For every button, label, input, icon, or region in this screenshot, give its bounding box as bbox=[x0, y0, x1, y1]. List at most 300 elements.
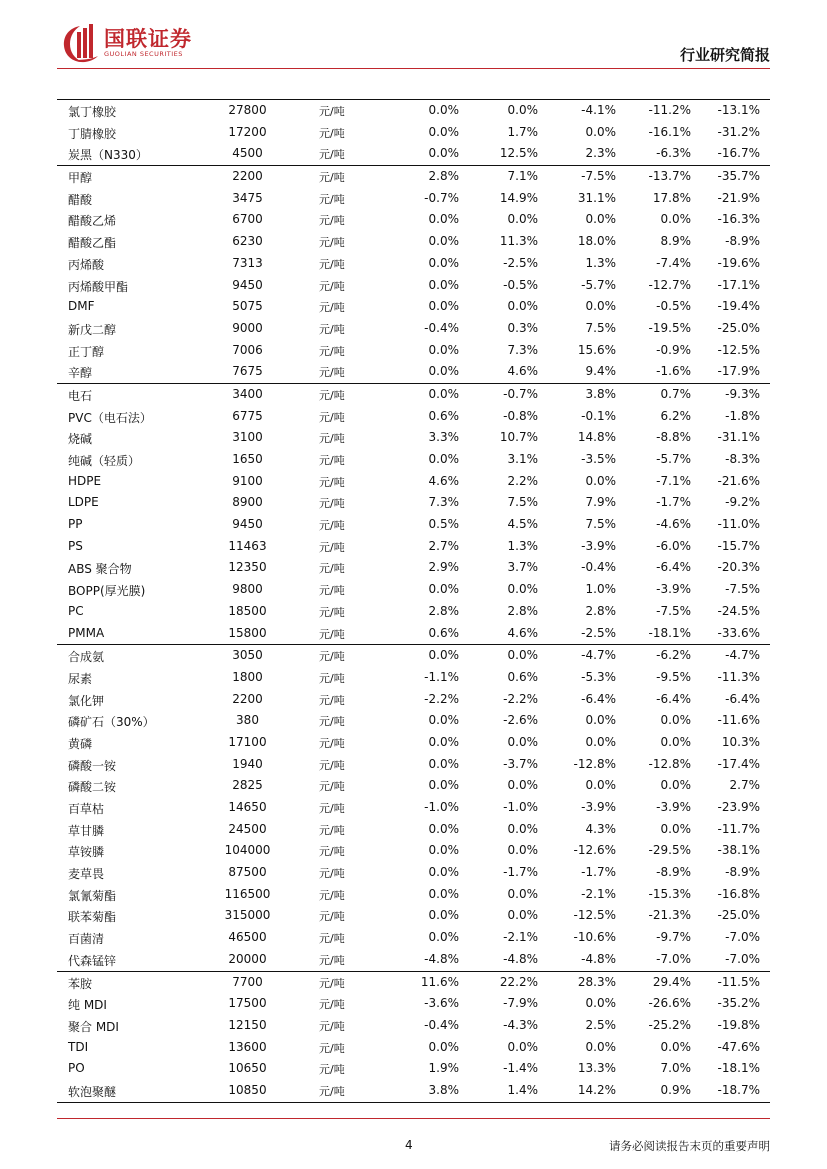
cell-d5: -25.0% bbox=[717, 908, 760, 923]
cell-name: 麦草畏 bbox=[68, 867, 105, 882]
cell-price: 46500 bbox=[228, 930, 267, 945]
cell-d5: -15.7% bbox=[717, 538, 760, 553]
table-row bbox=[57, 710, 770, 732]
cell-d3: -2.5% bbox=[581, 625, 616, 640]
cell-unit: 元/吨 bbox=[319, 932, 345, 946]
cell-d3: -7.5% bbox=[581, 169, 616, 184]
cell-name: ABS 聚合物 bbox=[68, 562, 132, 577]
cell-unit: 元/吨 bbox=[319, 366, 345, 380]
table-row bbox=[57, 797, 770, 819]
cell-d1: 2.7% bbox=[428, 538, 459, 553]
cell-d3: 18.0% bbox=[577, 234, 616, 249]
cell-name: 丁腈橡胶 bbox=[68, 126, 117, 141]
cell-unit: 元/吨 bbox=[319, 540, 345, 554]
cell-price: 17200 bbox=[228, 124, 267, 139]
table-row bbox=[57, 905, 770, 927]
cell-d3: 15.6% bbox=[577, 342, 616, 357]
cell-price: 6700 bbox=[232, 212, 263, 227]
cell-d4: 6.2% bbox=[660, 408, 691, 423]
cell-unit: 元/吨 bbox=[319, 236, 345, 250]
cell-d1: 0.6% bbox=[428, 408, 459, 423]
cell-d3: 14.2% bbox=[577, 1082, 616, 1097]
cell-price: 9450 bbox=[232, 277, 263, 292]
cell-d3: -0.4% bbox=[581, 560, 616, 575]
table-row bbox=[57, 296, 770, 318]
cell-d3: 0.0% bbox=[585, 996, 616, 1011]
cell-d1: 0.0% bbox=[428, 124, 459, 139]
cell-name: 炭黑（N330） bbox=[68, 148, 148, 163]
cell-unit: 元/吨 bbox=[319, 192, 345, 206]
cell-name: 百草枯 bbox=[68, 802, 105, 816]
cell-unit: 元/吨 bbox=[319, 650, 345, 664]
cell-d5: -47.6% bbox=[717, 1039, 760, 1054]
cell-d4: -8.8% bbox=[656, 430, 691, 445]
cell-d2: 0.3% bbox=[507, 320, 538, 335]
cell-unit: 元/吨 bbox=[319, 171, 345, 185]
cell-price: 2200 bbox=[232, 691, 263, 706]
cell-d1: 2.8% bbox=[428, 603, 459, 618]
cell-d4: -16.1% bbox=[648, 124, 691, 139]
cell-d4: -15.3% bbox=[648, 886, 691, 901]
cell-d1: 0.0% bbox=[428, 865, 459, 880]
cell-d2: -2.6% bbox=[503, 713, 538, 728]
cell-name: 新戊二醇 bbox=[68, 322, 117, 337]
cell-d1: 0.0% bbox=[428, 212, 459, 227]
cell-d1: -1.1% bbox=[424, 669, 459, 684]
cell-d3: 1.3% bbox=[585, 255, 616, 270]
cell-d2: -0.7% bbox=[503, 386, 538, 401]
cell-d2: 4.6% bbox=[507, 364, 538, 379]
logo-text-cn: 国联证券 bbox=[104, 27, 192, 51]
cell-unit: 元/吨 bbox=[319, 105, 345, 118]
cell-d1: 1.9% bbox=[428, 1061, 459, 1076]
cell-price: 18500 bbox=[228, 603, 267, 618]
cell-d4: -6.2% bbox=[656, 648, 691, 663]
cell-d2: 0.0% bbox=[507, 886, 538, 901]
cell-d5: -8.3% bbox=[725, 452, 760, 466]
cell-price: 14650 bbox=[228, 800, 267, 814]
cell-price: 12350 bbox=[228, 560, 267, 575]
cell-unit: 元/吨 bbox=[319, 953, 345, 967]
cell-unit: 元/吨 bbox=[319, 279, 345, 293]
cell-price: 9100 bbox=[232, 473, 263, 488]
cell-name: 苯胺 bbox=[68, 976, 93, 991]
cell-price: 8900 bbox=[232, 495, 263, 510]
table-row bbox=[57, 188, 770, 210]
cell-d5: -31.1% bbox=[717, 430, 760, 445]
cell-d5: -18.7% bbox=[717, 1082, 760, 1097]
cell-d5: -11.7% bbox=[717, 821, 760, 836]
cell-unit: 元/吨 bbox=[319, 257, 345, 271]
cell-name: 醋酸乙酯 bbox=[68, 236, 117, 251]
table-row bbox=[57, 579, 770, 601]
cell-price: 17500 bbox=[228, 996, 267, 1011]
table-row bbox=[57, 318, 770, 340]
table-row bbox=[57, 840, 770, 862]
cell-price: 3475 bbox=[232, 190, 263, 205]
cell-d3: 2.8% bbox=[585, 603, 616, 618]
cell-price: 7675 bbox=[232, 364, 263, 379]
cell-name: 丙烯酸甲酯 bbox=[68, 279, 129, 294]
cell-d1: -0.4% bbox=[424, 320, 459, 335]
cell-d5: -9.3% bbox=[725, 386, 760, 401]
table-row bbox=[57, 862, 770, 884]
cell-d4: -7.1% bbox=[656, 473, 691, 488]
cell-d2: 0.0% bbox=[507, 843, 538, 858]
cell-d1: 7.3% bbox=[428, 495, 459, 510]
table-row bbox=[57, 275, 770, 297]
cell-d2: 0.0% bbox=[507, 103, 538, 117]
cell-d5: -18.1% bbox=[717, 1061, 760, 1076]
cell-price: 7006 bbox=[232, 342, 263, 357]
cell-d2: 2.8% bbox=[507, 603, 538, 618]
cell-d4: 0.9% bbox=[660, 1082, 691, 1097]
price-change-table bbox=[57, 99, 770, 1103]
table-group bbox=[57, 383, 770, 644]
table-row bbox=[57, 927, 770, 949]
cell-d3: -12.5% bbox=[573, 908, 616, 923]
page-header bbox=[60, 22, 770, 67]
cell-d2: -1.0% bbox=[503, 800, 538, 814]
cell-d4: -7.5% bbox=[656, 603, 691, 618]
table-group bbox=[57, 971, 770, 1102]
cell-d4: 0.0% bbox=[660, 778, 691, 793]
table-row bbox=[57, 492, 770, 514]
cell-price: 10650 bbox=[228, 1061, 267, 1076]
cell-d4: -3.9% bbox=[656, 800, 691, 814]
cell-d3: -10.6% bbox=[573, 930, 616, 945]
table-row bbox=[57, 100, 770, 122]
cell-d3: 3.8% bbox=[585, 386, 616, 401]
cell-d1: 0.0% bbox=[428, 146, 459, 161]
cell-unit: 元/吨 bbox=[319, 627, 345, 641]
cell-d1: 2.8% bbox=[428, 169, 459, 184]
cell-d2: -7.9% bbox=[503, 996, 538, 1011]
cell-name: 氯丁橡胶 bbox=[68, 105, 117, 119]
cell-d3: -12.6% bbox=[573, 843, 616, 858]
cell-d4: -3.9% bbox=[656, 582, 691, 597]
cell-unit: 元/吨 bbox=[319, 584, 345, 598]
table-row bbox=[57, 231, 770, 253]
cell-d1: 0.0% bbox=[428, 648, 459, 663]
cell-d3: -6.4% bbox=[581, 691, 616, 706]
cell-d3: 31.1% bbox=[577, 190, 616, 205]
table-group bbox=[57, 165, 770, 383]
cell-d5: 10.3% bbox=[721, 734, 760, 749]
cell-d2: 1.4% bbox=[507, 1082, 538, 1097]
cell-name: 纯 MDI bbox=[68, 998, 107, 1013]
cell-d5: -19.8% bbox=[717, 1017, 760, 1032]
cell-d3: 9.4% bbox=[585, 364, 616, 379]
cell-d2: 1.7% bbox=[507, 124, 538, 139]
cell-d5: -17.9% bbox=[717, 364, 760, 379]
cell-d2: -2.1% bbox=[503, 930, 538, 945]
cell-d4: 7.0% bbox=[660, 1061, 691, 1076]
cell-price: 11463 bbox=[228, 538, 267, 553]
cell-d2: -2.5% bbox=[503, 255, 538, 270]
cell-d2: 12.5% bbox=[499, 146, 538, 161]
cell-d3: 0.0% bbox=[585, 473, 616, 488]
cell-unit: 元/吨 bbox=[319, 432, 345, 446]
cell-d4: -0.5% bbox=[656, 299, 691, 314]
cell-name: 尿素 bbox=[68, 671, 93, 686]
cell-d1: 4.6% bbox=[428, 473, 459, 488]
cell-unit: 元/吨 bbox=[319, 562, 345, 576]
cell-d2: 7.5% bbox=[507, 495, 538, 510]
cell-d4: -8.9% bbox=[656, 865, 691, 880]
cell-price: 87500 bbox=[228, 865, 267, 880]
table-row bbox=[57, 471, 770, 493]
cell-name: 丙烯酸 bbox=[68, 257, 105, 272]
cell-name: 磷矿石（30%） bbox=[68, 715, 155, 730]
cell-d4: -7.4% bbox=[656, 255, 691, 270]
cell-unit: 元/吨 bbox=[319, 758, 345, 772]
cell-d4: -6.0% bbox=[656, 538, 691, 553]
cell-d4: -25.2% bbox=[648, 1017, 691, 1032]
cell-price: 104000 bbox=[224, 843, 271, 858]
cell-d2: -0.5% bbox=[503, 277, 538, 292]
cell-d4: -21.3% bbox=[648, 908, 691, 923]
cell-name: PS bbox=[68, 538, 83, 553]
footer-divider bbox=[57, 1118, 770, 1119]
cell-price: 2825 bbox=[232, 778, 263, 793]
cell-d3: 0.0% bbox=[585, 734, 616, 749]
cell-d3: 7.5% bbox=[585, 517, 616, 532]
cell-price: 1800 bbox=[232, 669, 263, 684]
cell-d5: -13.1% bbox=[717, 103, 760, 117]
cell-d2: 14.9% bbox=[499, 190, 538, 205]
cell-name: 草甘膦 bbox=[68, 823, 105, 838]
cell-d4: -12.8% bbox=[648, 756, 691, 771]
cell-d4: -6.3% bbox=[656, 146, 691, 161]
cell-unit: 元/吨 bbox=[319, 1019, 345, 1033]
cell-d4: -1.7% bbox=[656, 495, 691, 510]
cell-d5: -12.5% bbox=[717, 342, 760, 357]
cell-name: 醋酸乙烯 bbox=[68, 214, 117, 229]
cell-d1: 0.6% bbox=[428, 625, 459, 640]
cell-price: 6775 bbox=[232, 408, 263, 423]
cell-d5: -7.5% bbox=[725, 582, 760, 597]
cell-d1: -4.8% bbox=[424, 951, 459, 966]
cell-name: BOPP(厚光膜) bbox=[68, 584, 146, 599]
cell-d3: 0.0% bbox=[585, 212, 616, 227]
cell-d4: -13.7% bbox=[648, 169, 691, 184]
cell-d2: 11.3% bbox=[499, 234, 538, 249]
cell-d2: 3.1% bbox=[507, 452, 538, 466]
cell-d1: 0.0% bbox=[428, 342, 459, 357]
cell-d3: -2.1% bbox=[581, 886, 616, 901]
cell-name: 软泡聚醚 bbox=[68, 1084, 117, 1099]
cell-unit: 元/吨 bbox=[319, 344, 345, 358]
cell-d4: -4.6% bbox=[656, 517, 691, 532]
cell-d5: -16.3% bbox=[717, 212, 760, 227]
cell-price: 17100 bbox=[228, 734, 267, 749]
cell-price: 12150 bbox=[228, 1017, 267, 1032]
cell-d2: 0.0% bbox=[507, 582, 538, 597]
cell-d2: -1.7% bbox=[503, 865, 538, 880]
cell-d1: 0.0% bbox=[428, 103, 459, 117]
cell-name: PC bbox=[68, 603, 84, 618]
cell-d4: 0.0% bbox=[660, 212, 691, 227]
table-row bbox=[57, 514, 770, 536]
cell-d2: 1.3% bbox=[507, 538, 538, 553]
table-row bbox=[57, 645, 770, 667]
cell-d2: -4.8% bbox=[503, 951, 538, 966]
cell-d3: 2.3% bbox=[585, 146, 616, 161]
cell-d2: 0.0% bbox=[507, 778, 538, 793]
table-row bbox=[57, 884, 770, 906]
cell-d1: 0.0% bbox=[428, 843, 459, 858]
cell-d4: -0.9% bbox=[656, 342, 691, 357]
cell-d4: -9.5% bbox=[656, 669, 691, 684]
cell-d2: 2.2% bbox=[507, 473, 538, 488]
table-row bbox=[57, 601, 770, 623]
cell-unit: 元/吨 bbox=[319, 693, 345, 707]
cell-d2: -3.7% bbox=[503, 756, 538, 771]
cell-price: 9800 bbox=[232, 582, 263, 597]
cell-d3: 14.8% bbox=[577, 430, 616, 445]
cell-name: 代森锰锌 bbox=[68, 953, 117, 968]
cell-name: 甲醇 bbox=[68, 171, 93, 186]
cell-price: 1650 bbox=[232, 452, 263, 466]
cell-d1: 0.0% bbox=[428, 299, 459, 314]
cell-price: 9000 bbox=[232, 320, 263, 335]
cell-name: 纯碱（轻质） bbox=[68, 454, 141, 468]
table-row bbox=[57, 253, 770, 275]
table-row bbox=[57, 406, 770, 428]
table-row bbox=[57, 1058, 770, 1080]
cell-name: 醋酸 bbox=[68, 192, 93, 207]
cell-d1: 0.0% bbox=[428, 582, 459, 597]
cell-name: DMF bbox=[68, 299, 95, 314]
cell-d3: 4.3% bbox=[585, 821, 616, 836]
cell-name: 电石 bbox=[68, 388, 93, 403]
cell-d3: 7.9% bbox=[585, 495, 616, 510]
cell-d1: 0.0% bbox=[428, 778, 459, 793]
cell-price: 3100 bbox=[232, 430, 263, 445]
cell-d2: 0.0% bbox=[507, 908, 538, 923]
cell-d1: 3.8% bbox=[428, 1082, 459, 1097]
cell-unit: 元/吨 bbox=[319, 410, 345, 424]
cell-unit: 元/吨 bbox=[319, 998, 345, 1012]
cell-d1: -0.4% bbox=[424, 1017, 459, 1032]
cell-unit: 元/吨 bbox=[319, 888, 345, 902]
cell-price: 3400 bbox=[232, 386, 263, 401]
cell-d2: 0.6% bbox=[507, 669, 538, 684]
cell-d2: -4.3% bbox=[503, 1017, 538, 1032]
cell-d2: 0.0% bbox=[507, 734, 538, 749]
cell-d3: -5.7% bbox=[581, 277, 616, 292]
table-row bbox=[57, 1015, 770, 1037]
company-logo bbox=[60, 22, 230, 64]
cell-price: 116500 bbox=[224, 886, 271, 901]
cell-d4: -5.7% bbox=[656, 452, 691, 466]
cell-d2: 3.7% bbox=[507, 560, 538, 575]
table-row bbox=[57, 166, 770, 188]
cell-price: 27800 bbox=[228, 103, 267, 117]
table-row bbox=[57, 689, 770, 711]
cell-d5: -16.8% bbox=[717, 886, 760, 901]
cell-d5: -25.0% bbox=[717, 320, 760, 335]
cell-d5: -31.2% bbox=[717, 124, 760, 139]
cell-name: 氯氰菊酯 bbox=[68, 888, 117, 903]
cell-price: 1940 bbox=[232, 756, 263, 771]
table-row bbox=[57, 667, 770, 689]
cell-d4: 0.7% bbox=[660, 386, 691, 401]
table-row bbox=[57, 340, 770, 362]
table-row bbox=[57, 1037, 770, 1059]
header-divider bbox=[57, 68, 770, 69]
cell-d2: -2.2% bbox=[503, 691, 538, 706]
cell-d3: 0.0% bbox=[585, 1039, 616, 1054]
cell-d4: 0.0% bbox=[660, 821, 691, 836]
cell-d1: 0.5% bbox=[428, 517, 459, 532]
cell-d2: 7.3% bbox=[507, 342, 538, 357]
cell-d5: -11.5% bbox=[717, 974, 760, 989]
cell-d5: -7.0% bbox=[725, 930, 760, 945]
cell-d3: 0.0% bbox=[585, 713, 616, 728]
cell-d1: 0.0% bbox=[428, 277, 459, 292]
cell-d1: -2.2% bbox=[424, 691, 459, 706]
cell-d1: 0.0% bbox=[428, 908, 459, 923]
logo-mark-icon bbox=[60, 22, 100, 64]
cell-d3: 7.5% bbox=[585, 320, 616, 335]
cell-name: PO bbox=[68, 1061, 85, 1076]
table-row bbox=[57, 122, 770, 144]
cell-d2: 7.1% bbox=[507, 169, 538, 184]
cell-name: 联苯菊酯 bbox=[68, 910, 117, 925]
cell-d5: -11.0% bbox=[717, 517, 760, 532]
cell-d3: -5.3% bbox=[581, 669, 616, 684]
cell-unit: 元/吨 bbox=[319, 736, 345, 750]
cell-d2: 0.0% bbox=[507, 821, 538, 836]
cell-d4: -6.4% bbox=[656, 691, 691, 706]
cell-name: 烧碱 bbox=[68, 432, 93, 447]
cell-unit: 元/吨 bbox=[319, 715, 345, 729]
cell-name: 草铵膦 bbox=[68, 845, 105, 860]
cell-d5: -11.6% bbox=[717, 713, 760, 728]
cell-unit: 元/吨 bbox=[319, 388, 345, 402]
cell-d1: -0.7% bbox=[424, 190, 459, 205]
cell-name: 合成氨 bbox=[68, 650, 105, 665]
table-row bbox=[57, 361, 770, 383]
cell-unit: 元/吨 bbox=[319, 605, 345, 619]
cell-d3: -1.7% bbox=[581, 865, 616, 880]
cell-d4: 17.8% bbox=[652, 190, 691, 205]
cell-d1: -1.0% bbox=[424, 800, 459, 814]
cell-d5: -23.9% bbox=[717, 800, 760, 814]
table-row bbox=[57, 993, 770, 1015]
cell-unit: 元/吨 bbox=[319, 976, 345, 990]
cell-price: 5075 bbox=[232, 299, 263, 314]
cell-d1: 0.0% bbox=[428, 756, 459, 771]
cell-d3: -4.1% bbox=[581, 103, 616, 117]
cell-name: 黄磷 bbox=[68, 736, 93, 751]
cell-d5: -9.2% bbox=[725, 495, 760, 510]
cell-unit: 元/吨 bbox=[319, 497, 345, 511]
disclaimer-text: 请务必阅读报告末页的重要声明 bbox=[609, 1139, 770, 1153]
cell-d3: -3.5% bbox=[581, 452, 616, 466]
cell-d1: 0.0% bbox=[428, 713, 459, 728]
table-row bbox=[57, 972, 770, 994]
table-row bbox=[57, 536, 770, 558]
cell-d1: 0.0% bbox=[428, 364, 459, 379]
cell-name: TDI bbox=[68, 1039, 89, 1054]
cell-name: PMMA bbox=[68, 625, 105, 640]
cell-name: 百菌清 bbox=[68, 932, 105, 947]
cell-unit: 元/吨 bbox=[319, 802, 345, 815]
cell-d5: -38.1% bbox=[717, 843, 760, 858]
